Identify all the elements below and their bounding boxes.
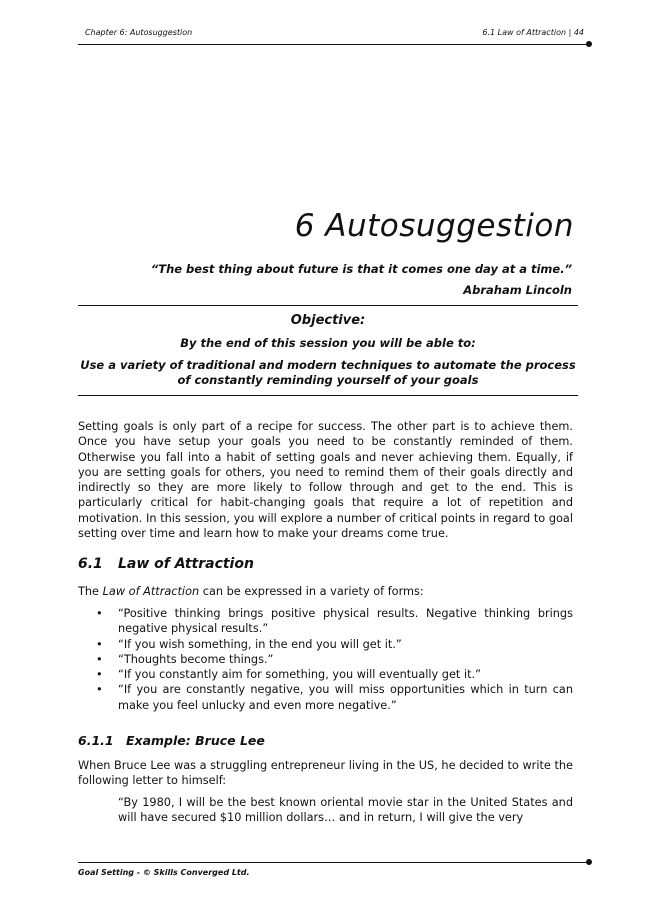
attraction-forms-list — [92, 606, 573, 713]
list-item: • “If you wish something, in the end you will get it.” — [92, 637, 573, 652]
bruce-lee-letter-quote: “By 1980, I will be the best known oriental movie star in the United States and will have secured $10 million dollars… and in return, I will give the very — [118, 796, 573, 825]
objective-intro: By the end of this session you will be able to: — [180, 336, 476, 350]
objective-line-a: Use a variety of traditional and modern techniques to automate the process — [80, 358, 576, 372]
list-item: • “Thoughts become things.” — [92, 652, 573, 667]
section-intro-pre: The — [78, 585, 103, 598]
footer-text: Goal Setting - © Skills Converged Ltd. — [78, 868, 250, 877]
footer-rule-dot — [586, 859, 592, 865]
section-number: 6.1 — [78, 556, 103, 572]
intro-paragraph: Setting goals is only part of a recipe for success. The other part is to achieve them. Once you have setup your goals you need to be constantly reminded of them. Otherwise you fall into a habit of setting goals and never achieving them. Equally, if you are setting goals for others, you need to remind them of their goals directly and indirectly so they are more likely to follow through and get to the end. This is particularly critical for habit-changing goals that require a lot of repetition and motivation. In this session, you will explore a number of critical points in regard to goal setting over time and learn how to make your dreams come true. — [78, 420, 573, 541]
header-rule — [78, 44, 588, 45]
chapter-quote: “The best thing about future is that it comes one day at a time.” — [150, 262, 572, 276]
running-header-chapter: Chapter 6: Autosuggestion — [85, 28, 193, 37]
list-item: • “If you are constantly negative, you will miss opportunities which in turn can make you feel unlucky and even more negative.” — [92, 682, 573, 713]
objective-top-rule — [78, 305, 578, 306]
list-item: • “If you constantly aim for something, you will eventually get it.” — [92, 667, 573, 682]
section-heading — [78, 556, 254, 572]
chapter-title: 6 Autosuggestion — [294, 208, 574, 244]
subsection-paragraph: When Bruce Lee was a struggling entrepreneur living in the US, he decided to write the following letter to himself: — [78, 759, 573, 788]
objective-bottom-rule — [78, 395, 578, 396]
section-intro — [78, 584, 573, 599]
section-intro-term: Law of Attraction — [102, 585, 200, 598]
header-rule-dot — [586, 41, 592, 47]
quote-author: Abraham Lincoln — [463, 283, 572, 297]
list-item: • “Positive thinking brings positive physical results. Negative thinking brings negative physical results.” — [92, 606, 573, 637]
subsection-title: Example: Bruce Lee — [126, 733, 265, 748]
footer-rule — [78, 862, 588, 863]
section-title: Law of Attraction — [118, 556, 254, 572]
subsection-number: 6.1.1 — [78, 733, 114, 748]
section-intro-post: can be expressed in a variety of forms: — [199, 585, 424, 598]
objective-heading: Objective: — [290, 313, 366, 328]
running-header-section-page: 6.1 Law of Attraction | 44 — [482, 28, 584, 37]
subsection-heading — [78, 733, 265, 748]
objective-line-b: of constantly reminding yourself of your goals — [177, 373, 479, 387]
